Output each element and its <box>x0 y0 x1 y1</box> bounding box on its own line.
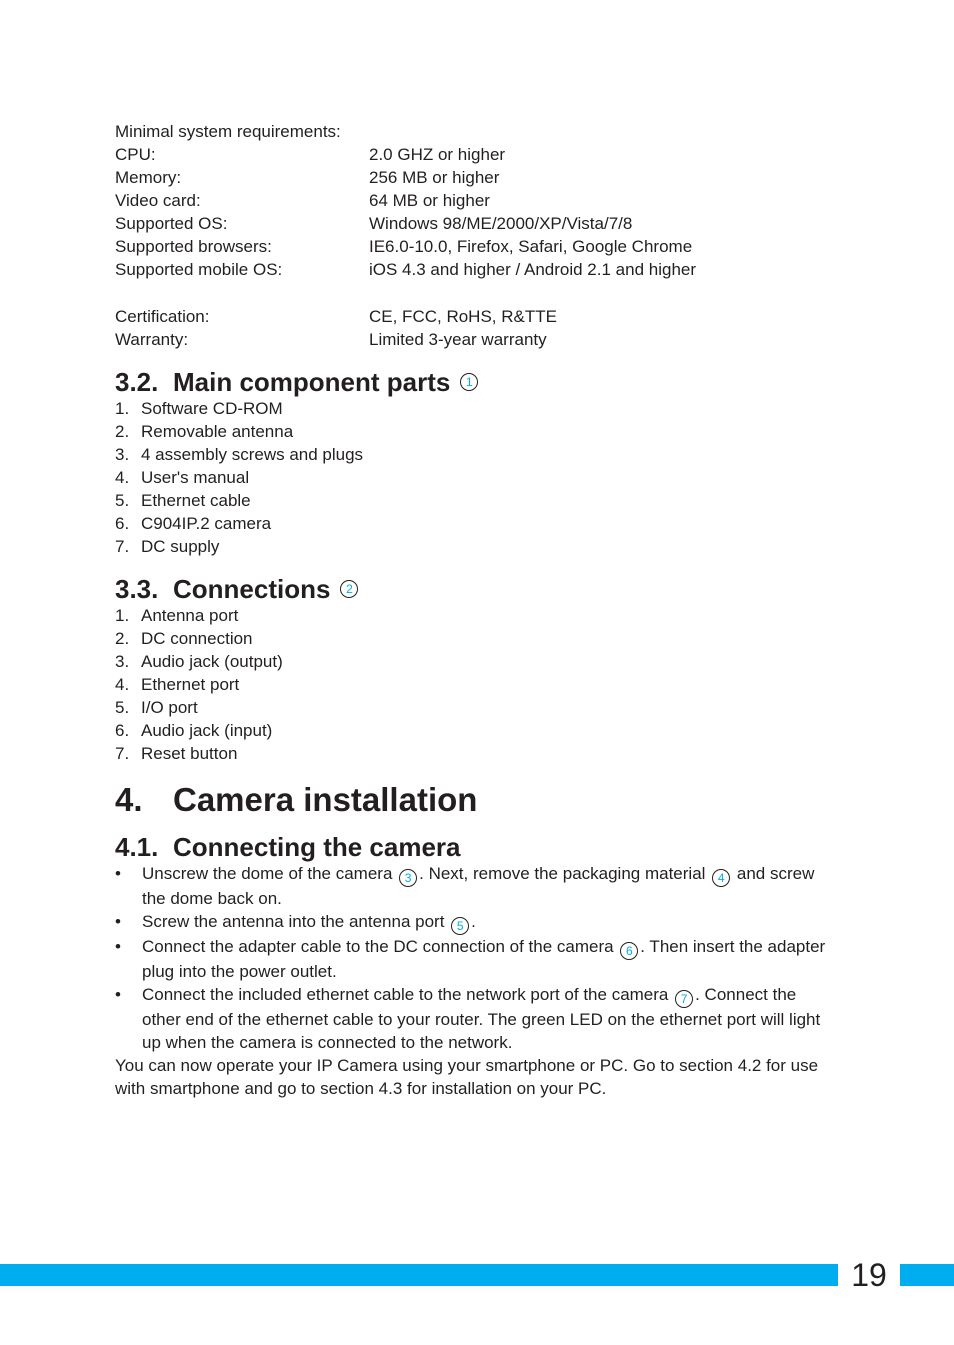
section-title: Main component parts <box>173 367 451 397</box>
bullet-dot: • <box>115 985 121 1004</box>
list-item: 3. Audio jack (output) <box>115 652 283 671</box>
requirement-label: CPU: <box>115 145 156 164</box>
list-item: 7. Reset button <box>115 744 238 763</box>
section-number: 3.2. <box>115 367 159 397</box>
chapter-title: Camera installation <box>173 781 478 818</box>
list-item: 1. Antenna port <box>115 606 239 625</box>
requirement-value: 2.0 GHZ or higher <box>369 145 506 164</box>
warranty-label: Warranty: <box>115 330 189 349</box>
figure-reference-badge: 3 <box>399 869 417 887</box>
bullet-dot: • <box>115 937 121 956</box>
certification-table <box>115 305 835 351</box>
list-item: 2. DC connection <box>115 629 253 648</box>
requirement-label: Supported mobile OS: <box>115 260 283 279</box>
requirements-table <box>115 143 835 281</box>
footer-bar <box>0 1264 954 1286</box>
certification-value: CE, FCC, RoHS, R&TTE <box>369 307 557 326</box>
list-item: 7. DC supply <box>115 537 220 556</box>
certification-row <box>115 305 835 328</box>
installation-steps <box>115 862 835 1054</box>
list-item: 3. 4 assembly screws and plugs <box>115 445 364 464</box>
requirement-label: Video card: <box>115 191 201 210</box>
page-content <box>115 120 835 1100</box>
list-item: 2. Removable antenna <box>115 422 294 441</box>
figure-reference-badge: 1 <box>460 373 478 391</box>
list-item: 4. Ethernet port <box>115 675 240 694</box>
list-item: 4. User's manual <box>115 468 250 487</box>
section-number: 4.1. <box>115 832 159 862</box>
chapter-heading-camera-installation <box>115 780 835 820</box>
list-item: • Unscrew the dome of the camera 3 . Next, remove the packaging material 4 and screw the dome back on. <box>115 864 815 908</box>
figure-reference-badge: 2 <box>340 580 358 598</box>
section-heading-main-components <box>115 367 835 397</box>
list-item: 5. Ethernet cable <box>115 491 251 510</box>
requirement-label: Supported OS: <box>115 214 228 233</box>
list-item: • Screw the antenna into the antenna port 5 . <box>115 912 476 933</box>
list-item: 5. I/O port <box>115 698 198 717</box>
list-item: 1. Software CD-ROM <box>115 399 283 418</box>
requirement-value: IE6.0-10.0, Firefox, Safari, Google Chrome <box>369 237 693 256</box>
requirement-row <box>115 212 835 235</box>
requirement-row <box>115 143 835 166</box>
requirement-row <box>115 235 835 258</box>
figure-reference-badge: 4 <box>712 869 730 887</box>
requirements-heading: Minimal system requirements: <box>115 122 341 141</box>
chapter-number: 4. <box>115 781 143 818</box>
list-item: 6. Audio jack (input) <box>115 721 273 740</box>
requirement-label: Supported browsers: <box>115 237 272 256</box>
section-heading-connections <box>115 574 835 604</box>
closing-paragraph: You can now operate your IP Camera using your smartphone or PC. Go to section 4.2 for use with smartphone and go to section 4.3 for installation on your PC. <box>115 1056 819 1098</box>
bullet-dot: • <box>115 864 121 883</box>
warranty-value: Limited 3-year warranty <box>369 330 547 349</box>
figure-reference-badge: 5 <box>451 917 469 935</box>
requirement-label: Memory: <box>115 168 182 187</box>
requirement-value: iOS 4.3 and higher / Android 2.1 and higher <box>369 260 697 279</box>
certification-label: Certification: <box>115 307 210 326</box>
section-heading-connecting-camera <box>115 832 835 862</box>
list-item: 6. C904IP.2 camera <box>115 514 272 533</box>
requirement-row <box>115 258 835 281</box>
requirement-value: 64 MB or higher <box>369 191 490 210</box>
list-item: • Connect the adapter cable to the DC connection of the camera 6 . Then insert the adapter plug into the power outlet. <box>115 937 826 981</box>
section-title: Connecting the camera <box>173 832 461 862</box>
page-number: 19 <box>838 1254 900 1296</box>
warranty-row <box>115 328 835 351</box>
section-number: 3.3. <box>115 574 159 604</box>
requirement-row <box>115 166 835 189</box>
bullet-dot: • <box>115 912 121 931</box>
section-title: Connections <box>173 574 331 604</box>
figure-reference-badge: 6 <box>620 942 638 960</box>
requirement-row <box>115 189 835 212</box>
requirement-value: 256 MB or higher <box>369 168 500 187</box>
component-parts-list <box>115 397 835 558</box>
requirement-value: Windows 98/ME/2000/XP/Vista/7/8 <box>369 214 633 233</box>
figure-reference-badge: 7 <box>675 990 693 1008</box>
spacer <box>115 281 835 305</box>
connections-list <box>115 604 835 765</box>
list-item: • Connect the included ethernet cable to the network port of the camera 7 . Connect the other end of the ethernet cable to your router. The green LED on the ethernet port will light up when the camera is connected to the network. <box>115 985 821 1052</box>
